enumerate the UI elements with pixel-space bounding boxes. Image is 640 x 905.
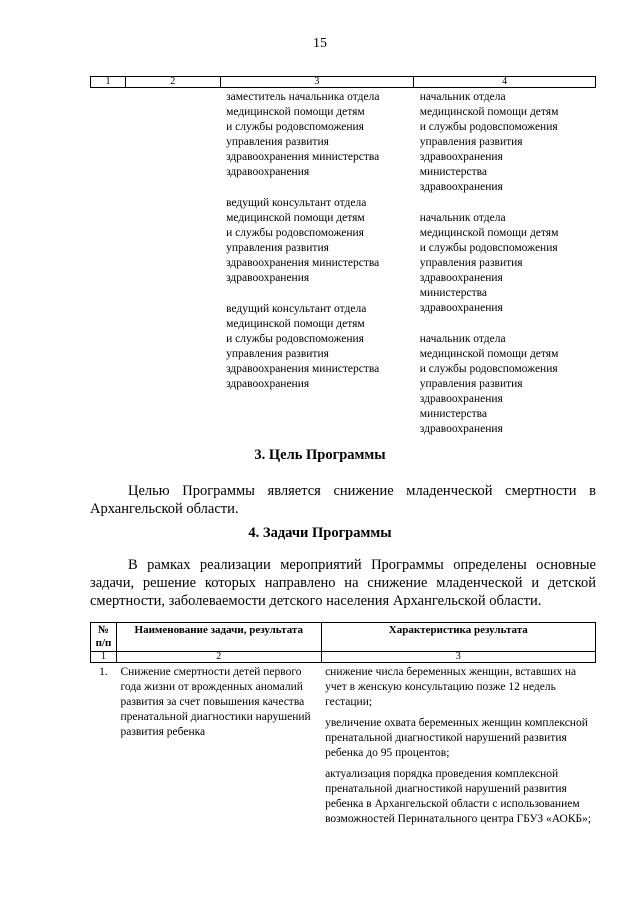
column-number: 4	[414, 77, 596, 88]
entry-line: и службы родовспоможения	[226, 333, 364, 345]
entry-line: здравоохранения	[419, 151, 503, 163]
entry-line: медицинской помощи детям	[419, 227, 559, 239]
header-result: Характеристика результата	[321, 623, 595, 652]
entry-line: здравоохранения	[419, 181, 503, 193]
column-number: 3	[220, 77, 414, 88]
executor-entry	[226, 196, 414, 286]
entry-line: управления развития	[226, 242, 329, 254]
entry-line: медицинской помощи детям	[419, 106, 559, 118]
entry-line: и службы родовспоможения	[419, 363, 558, 375]
entry-line: здравоохранения министерства	[226, 363, 380, 375]
entry-line: здравоохранения	[419, 423, 503, 435]
result-list	[321, 663, 595, 834]
entry-line: ведущий консультант отдела	[226, 303, 367, 315]
supervisor-entry	[420, 211, 596, 316]
table-row	[91, 88, 596, 454]
column-number: 3	[321, 652, 595, 663]
entry-line: здравоохранения	[419, 302, 503, 314]
column-number: 2	[125, 77, 220, 88]
executor-entry	[226, 302, 414, 392]
entry-line: здравоохранения	[419, 393, 503, 405]
section-3-title: 3. Цель Программы	[254, 447, 386, 463]
entry-line: ведущий консультант отдела	[226, 197, 367, 209]
tasks-table	[90, 622, 596, 833]
entry-line: министерства	[419, 287, 488, 299]
executor-column	[220, 88, 414, 454]
column-number: 2	[116, 652, 321, 663]
column-number-row	[91, 77, 596, 88]
column-number: 1	[91, 652, 117, 663]
result-item: актуализация порядка проведения комплексной пренатальной диагностикой нарушений развития ребенка в Архангельской области с использованием возможностей Перинатального центра ГБУЗ «АОКБ»;	[325, 768, 592, 825]
section-4-title: 4. Задачи Программы	[248, 525, 392, 541]
entry-line: здравоохранения министерства	[226, 151, 380, 163]
task-name: Снижение смертности детей первого года жизни от врожденных аномалий развития за счет повышения качества пренатальной диагностики нарушений развития ребенка	[120, 666, 311, 738]
table-header-row	[91, 623, 596, 652]
row-number: 1.	[99, 666, 108, 678]
entry-line: здравоохранения	[226, 378, 310, 390]
responsibles-table	[90, 76, 596, 453]
entry-line: здравоохранения	[226, 272, 310, 284]
entry-line: министерства	[419, 408, 488, 420]
section-4-text: В рамках реализации мероприятий Программы определены основные задачи, решение которых направлено на снижение младенческой и детской смертности, заболеваемости детского населения Архангельской области.	[90, 557, 596, 609]
result-item: увеличение охвата беременных женщин комплексной пренатальной диагностикой нарушений развития ребенка до 95 процентов;	[325, 717, 588, 759]
entry-line: управления развития	[419, 378, 523, 390]
header-task: Наименование задачи, результата	[116, 623, 321, 652]
entry-line: и службы родовспоможения	[226, 227, 364, 239]
entry-line: медицинской помощи детям	[226, 318, 365, 330]
entry-line: и службы родовспоможения	[226, 121, 364, 133]
supervisor-entry	[420, 90, 596, 195]
entry-line: медицинской помощи детям	[226, 212, 365, 224]
result-item: снижение числа беременных женщин, вставших на учет в женскую консультацию позже 12 недель гестации;	[325, 666, 577, 708]
section-3-text: Целью Программы является снижение младенческой смертности в Архангельской области.	[90, 483, 596, 517]
entry-line: начальник отдела	[419, 91, 506, 103]
entry-line: здравоохранения министерства	[226, 257, 380, 269]
entry-line: начальник отдела	[419, 212, 506, 224]
supervisor-column	[414, 88, 596, 454]
entry-line: медицинской помощи детям	[419, 348, 559, 360]
entry-line: управления развития	[226, 136, 329, 148]
entry-line: медицинской помощи детям	[226, 106, 365, 118]
entry-line: министерства	[419, 166, 488, 178]
table-row	[91, 663, 596, 834]
supervisor-entry	[420, 332, 596, 437]
entry-line: управления развития	[419, 257, 523, 269]
entry-line: здравоохранения	[419, 272, 503, 284]
column-number: 1	[91, 77, 126, 88]
entry-line: управления развития	[226, 348, 329, 360]
entry-line: и службы родовспоможения	[419, 121, 558, 133]
column-number-row	[91, 652, 596, 663]
entry-line: здравоохранения	[226, 166, 310, 178]
entry-line: заместитель начальника отдела	[226, 91, 380, 103]
entry-line: и службы родовспоможения	[419, 242, 558, 254]
executor-entry	[226, 90, 414, 180]
page-number: 15	[313, 36, 327, 51]
entry-line: управления развития	[419, 136, 523, 148]
entry-line: начальник отдела	[419, 333, 506, 345]
header-num: № п/п	[91, 623, 117, 652]
